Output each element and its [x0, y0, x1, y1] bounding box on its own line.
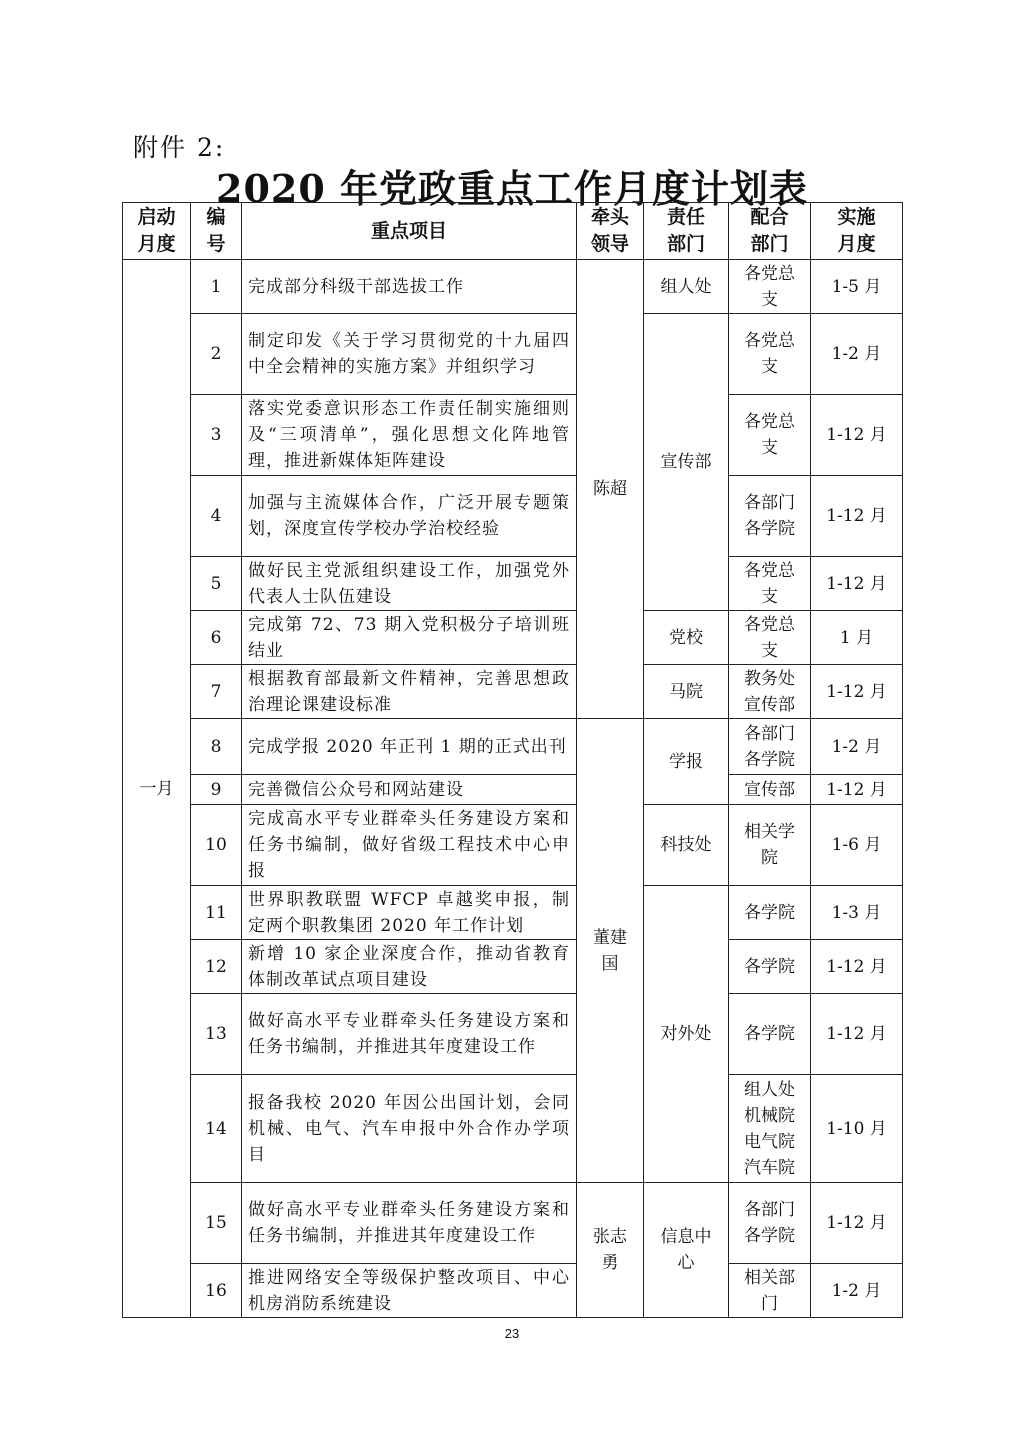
- row-no: 7: [191, 665, 242, 719]
- row-no: 10: [191, 805, 242, 886]
- row-project: 做好高水平专业群牵头任务建设方案和任务书编制，并推进其年度建设工作: [242, 994, 577, 1075]
- row-coop: 各党总 支: [729, 557, 811, 611]
- row-coop: 各党总 支: [729, 395, 811, 476]
- row-impl: 1-12 月: [811, 940, 903, 994]
- row-impl: 1-12 月: [811, 665, 903, 719]
- table-row: [123, 719, 903, 775]
- row-project: 加强与主流媒体合作，广泛开展专题策划，深度宣传学校办学治校经验: [242, 476, 577, 557]
- table-row: [123, 886, 903, 940]
- row-project: 推进网络安全等级保护整改项目、中心机房消防系统建设: [242, 1264, 577, 1318]
- row-impl: 1-6 月: [811, 805, 903, 886]
- dept-cell: 科技处: [644, 805, 729, 886]
- table-row: [123, 260, 903, 314]
- row-project: 制定印发《关于学习贯彻党的十九届四中全会精神的实施方案》并组织学习: [242, 314, 577, 395]
- row-no: 12: [191, 940, 242, 994]
- leader-cell: 董建 国: [577, 719, 644, 1183]
- dept-cell: 马院: [644, 665, 729, 719]
- row-impl: 1-5 月: [811, 260, 903, 314]
- row-project: 完成部分科级干部选拔工作: [242, 260, 577, 314]
- page-title: 2020 年党政重点工作月度计划表: [216, 166, 808, 211]
- row-impl: 1-2 月: [811, 719, 903, 775]
- row-project: 落实党委意识形态工作责任制实施细则及“三项清单”，强化思想文化阵地管理，推进新媒体矩阵建设: [242, 395, 577, 476]
- header-project: 重点项目: [242, 203, 577, 260]
- table-row: [123, 940, 903, 994]
- table-row: [123, 314, 903, 395]
- row-coop: 各学院: [729, 940, 811, 994]
- row-project: 根据教育部最新文件精神，完善思想政治理论课建设标准: [242, 665, 577, 719]
- table-row: [123, 395, 903, 476]
- start-month-cell: 一月: [123, 260, 191, 1318]
- header-no: 编 号: [191, 203, 242, 260]
- row-no: 8: [191, 719, 242, 775]
- row-impl: 1-3 月: [811, 886, 903, 940]
- dept-cell: 对外处: [644, 886, 729, 1183]
- row-coop: 各学院: [729, 886, 811, 940]
- table-row: [123, 1264, 903, 1318]
- row-coop: 相关部 门: [729, 1264, 811, 1318]
- dept-cell: 学报: [644, 719, 729, 805]
- row-project: 报备我校 2020 年因公出国计划，会同机械、电气、汽车申报中外合作办学项目: [242, 1075, 577, 1183]
- row-impl: 1-12 月: [811, 775, 903, 805]
- table-row: [123, 1183, 903, 1264]
- row-coop: 组人处 机械院 电气院 汽车院: [729, 1075, 811, 1183]
- row-project: 完成第 72、73 期入党积极分子培训班结业: [242, 611, 577, 665]
- row-no: 3: [191, 395, 242, 476]
- table-row: [123, 611, 903, 665]
- page-number: 23: [504, 1326, 520, 1341]
- dept-cell: 宣传部: [644, 314, 729, 611]
- row-no: 1: [191, 260, 242, 314]
- row-impl: 1-12 月: [811, 395, 903, 476]
- row-coop: 宣传部: [729, 775, 811, 805]
- table-row: [123, 994, 903, 1075]
- attachment-label: 附件 2:: [133, 133, 226, 162]
- table-row: [123, 1075, 903, 1183]
- plan-table: [122, 202, 903, 1318]
- dept-cell: 党校: [644, 611, 729, 665]
- row-project: 做好民主党派组织建设工作，加强党外代表人士队伍建设: [242, 557, 577, 611]
- header-coop: 配合 部门: [729, 203, 811, 260]
- row-no: 14: [191, 1075, 242, 1183]
- row-project: 完成高水平专业群牵头任务建设方案和任务书编制，做好省级工程技术中心申报: [242, 805, 577, 886]
- row-impl: 1-2 月: [811, 1264, 903, 1318]
- header-leader: 牵头 领导: [577, 203, 644, 260]
- row-project: 新增 10 家企业深度合作，推动省教育体制改革试点项目建设: [242, 940, 577, 994]
- header-start-month: 启动 月度: [123, 203, 191, 260]
- row-coop: 各党总 支: [729, 611, 811, 665]
- row-coop: 各党总 支: [729, 260, 811, 314]
- row-no: 16: [191, 1264, 242, 1318]
- row-no: 5: [191, 557, 242, 611]
- row-no: 4: [191, 476, 242, 557]
- row-no: 11: [191, 886, 242, 940]
- leader-cell: 陈超: [577, 260, 644, 719]
- row-project: 世界职教联盟 WFCP 卓越奖申报，制定两个职教集团 2020 年工作计划: [242, 886, 577, 940]
- row-no: 15: [191, 1183, 242, 1264]
- row-coop: 各部门 各学院: [729, 719, 811, 775]
- table-row: [123, 665, 903, 719]
- row-impl: 1-2 月: [811, 314, 903, 395]
- row-coop: 各部门 各学院: [729, 1183, 811, 1264]
- dept-cell: 信息中 心: [644, 1183, 729, 1318]
- row-coop: 各学院: [729, 994, 811, 1075]
- header-row: [123, 203, 903, 260]
- row-impl: 1-10 月: [811, 1075, 903, 1183]
- row-no: 13: [191, 994, 242, 1075]
- row-impl: 1-12 月: [811, 1183, 903, 1264]
- row-no: 2: [191, 314, 242, 395]
- row-no: 9: [191, 775, 242, 805]
- row-coop: 相关学 院: [729, 805, 811, 886]
- leader-cell: 张志 勇: [577, 1183, 644, 1318]
- row-no: 6: [191, 611, 242, 665]
- header-dept: 责任 部门: [644, 203, 729, 260]
- dept-cell: 组人处: [644, 260, 729, 314]
- row-impl: 1-12 月: [811, 557, 903, 611]
- row-project: 完善微信公众号和网站建设: [242, 775, 577, 805]
- row-impl: 1-12 月: [811, 476, 903, 557]
- row-coop: 各党总 支: [729, 314, 811, 395]
- header-impl: 实施 月度: [811, 203, 903, 260]
- row-coop: 各部门 各学院: [729, 476, 811, 557]
- row-impl: 1-12 月: [811, 994, 903, 1075]
- table-row: [123, 805, 903, 886]
- table-row: [123, 775, 903, 805]
- row-project: 做好高水平专业群牵头任务建设方案和任务书编制，并推进其年度建设工作: [242, 1183, 577, 1264]
- table-row: [123, 476, 903, 557]
- row-project: 完成学报 2020 年正刊 1 期的正式出刊: [242, 719, 577, 775]
- table-row: [123, 557, 903, 611]
- row-coop: 教务处 宣传部: [729, 665, 811, 719]
- row-impl: 1 月: [811, 611, 903, 665]
